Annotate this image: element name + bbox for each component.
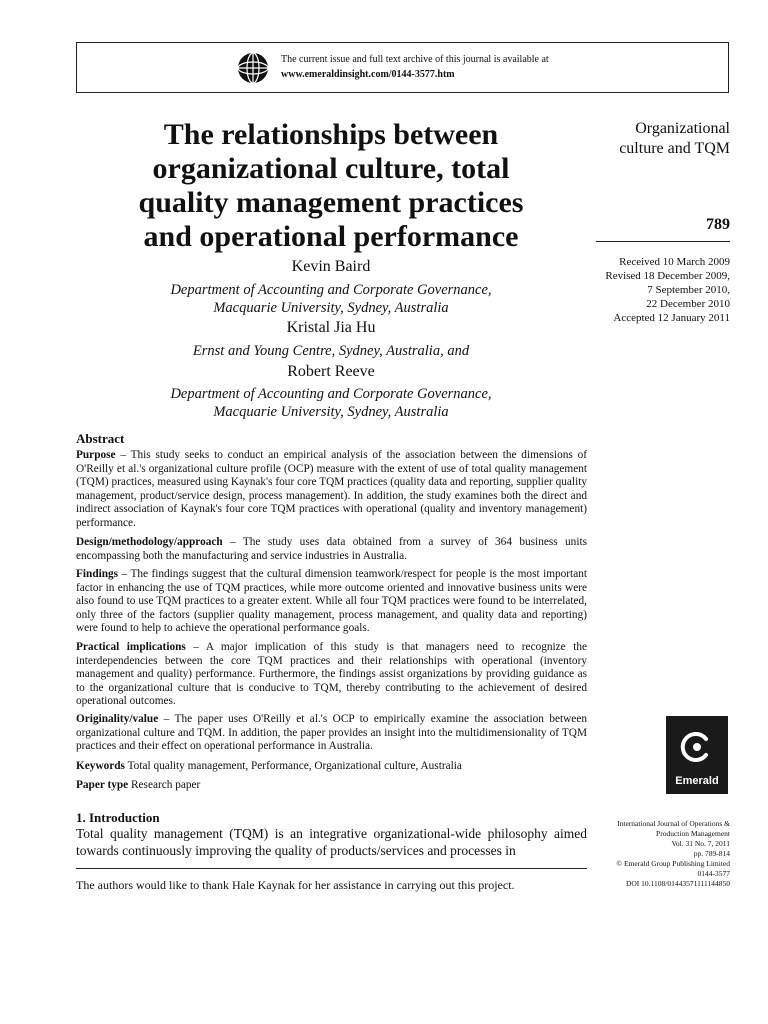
section-label: Keywords [76,760,125,772]
abstract-findings [76,568,587,636]
section-text: – This study seeks to conduct an empirical analysis of the association between the dimensions of O'Reilly et al.'s organizational culture profile (OCP) measure with the extent of use of total quality management (TQM) practices, measured using Kaynak's four core TQM practices (quality data and reporting, supplier quality management, product/service design, process management). In addition, the study examines both the direct and indirect association of Kaynak's four core TQM practices with operational (quality and inventory management) performance. [76,449,587,529]
date-line: Received 10 March 2009 [619,256,730,268]
citation-line: International Journal of Operations & [617,819,730,828]
paper-title [76,118,586,254]
section-text: Total quality management, Performance, Organizational culture, Australia [124,760,462,772]
section-label: Purpose [76,449,116,461]
abstract-heading: Abstract [76,431,125,446]
abstract-design [76,536,587,563]
section-label: Paper type [76,779,129,791]
abstract-paper-type [76,779,587,793]
section-label: Practical implications [76,641,186,653]
journal-citation [588,819,730,889]
section-text: – The findings suggest that the cultural dimension teamwork/respect for people is the most important factor in enhancing the use of TQM practices, while more outcome oriented and innovative business units were also found to use TQM practices to a greater extent. While all four TQM practices were found to be interrelated, only three of the factors (supplier quality management, process management, and quality data and reporting) were found to help to achieve the operational performance goals. [76,568,587,634]
abstract-purpose [76,449,587,530]
section-text: – A major implication of this study is that managers need to recognize the interdependencies between the core TQM practices and their relationships with operational (inventory management and quality) performance. Furthermore, the findings assist organizations by providing guidance as to the organizational culture that is conducive to TQM, thereby contributing to the achievement of desired operational outcomes. [76,641,587,707]
banner-text: The current issue and full text archive of this journal is available at [281,54,549,65]
author-name: Robert Reeve [287,363,375,380]
emerald-logo [666,716,728,794]
section-text: – The paper uses O'Reilly et al.'s OCP to empirically examine the association between organizational culture and TQM. In addition, the paper provides an insight into the multidimensionality of TQM practices and their effect on operational performance in Australia. [76,713,587,752]
date-line: 7 September 2010, [647,284,730,296]
section-label: Findings [76,568,119,580]
running-title-line: culture and TQM [619,140,730,157]
author-affiliation [76,385,586,421]
emerald-swirl-icon [675,725,719,769]
section-text: – The study uses data obtained from a survey of 364 business units encompassing both the manufacturing and service industries in Australia. [76,536,587,562]
submission-dates [580,255,730,325]
affiliation-line: Macquarie University, Sydney, Australia [213,404,449,420]
footnote-divider [76,868,587,869]
abstract-originality [76,713,587,754]
citation-line: pp. 789-814 [693,849,730,858]
section-label: Originality/value [76,713,159,725]
date-line: Revised 18 December 2009, [605,270,730,282]
author-affiliation [76,281,586,317]
section-text: Research paper [128,779,201,791]
banner-url[interactable]: www.emeraldinsight.com/0144-3577.htm [281,69,455,80]
title-line: organizational culture, total [152,152,510,185]
affiliation-line: Macquarie University, Sydney, Australia [213,300,449,316]
citation-line: Production Management [656,829,730,838]
globe-icon [237,52,269,84]
title-line: quality management practices [138,186,524,219]
affiliation-line: Department of Accounting and Corporate Governance, [170,282,492,298]
author-name: Kevin Baird [291,258,371,275]
affiliation-line: Department of Accounting and Corporate Governance, [170,386,492,402]
title-line: and operational performance [143,220,519,253]
date-line: Accepted 12 January 2011 [613,312,730,324]
journal-archive-banner [76,42,729,93]
page-number: 789 [706,216,730,233]
running-title-line: Organizational [635,120,730,137]
author-name: Kristal Jia Hu [286,319,376,336]
citation-line: © Emerald Group Publishing Limited [616,859,730,868]
author-affiliation [76,342,586,360]
divider [596,241,730,242]
affiliation-line: Ernst and Young Centre, Sydney, Australia, and [192,343,470,359]
section-heading: 1. Introduction [76,810,160,825]
abstract-keywords [76,760,587,774]
acknowledgement-footnote: The authors would like to thank Hale Kaynak for her assistance in carrying out this project. [76,878,515,892]
citation-line: Vol. 31 No. 7, 2011 [671,839,730,848]
running-title [580,119,730,159]
intro-paragraph: Total quality management (TQM) is an integrative organizational-wide philosophy aimed towards continuously improving the quality of products/services and processes in [76,826,587,858]
citation-line: 0144-3577 [697,869,730,878]
citation-line: DOI 10.1108/01443571111144850 [625,879,730,888]
date-line: 22 December 2010 [646,298,730,310]
abstract-practical [76,641,587,709]
logo-wordmark: Emerald [675,775,719,787]
title-line: The relationships between [163,118,499,151]
section-label: Design/methodology/approach [76,536,223,548]
